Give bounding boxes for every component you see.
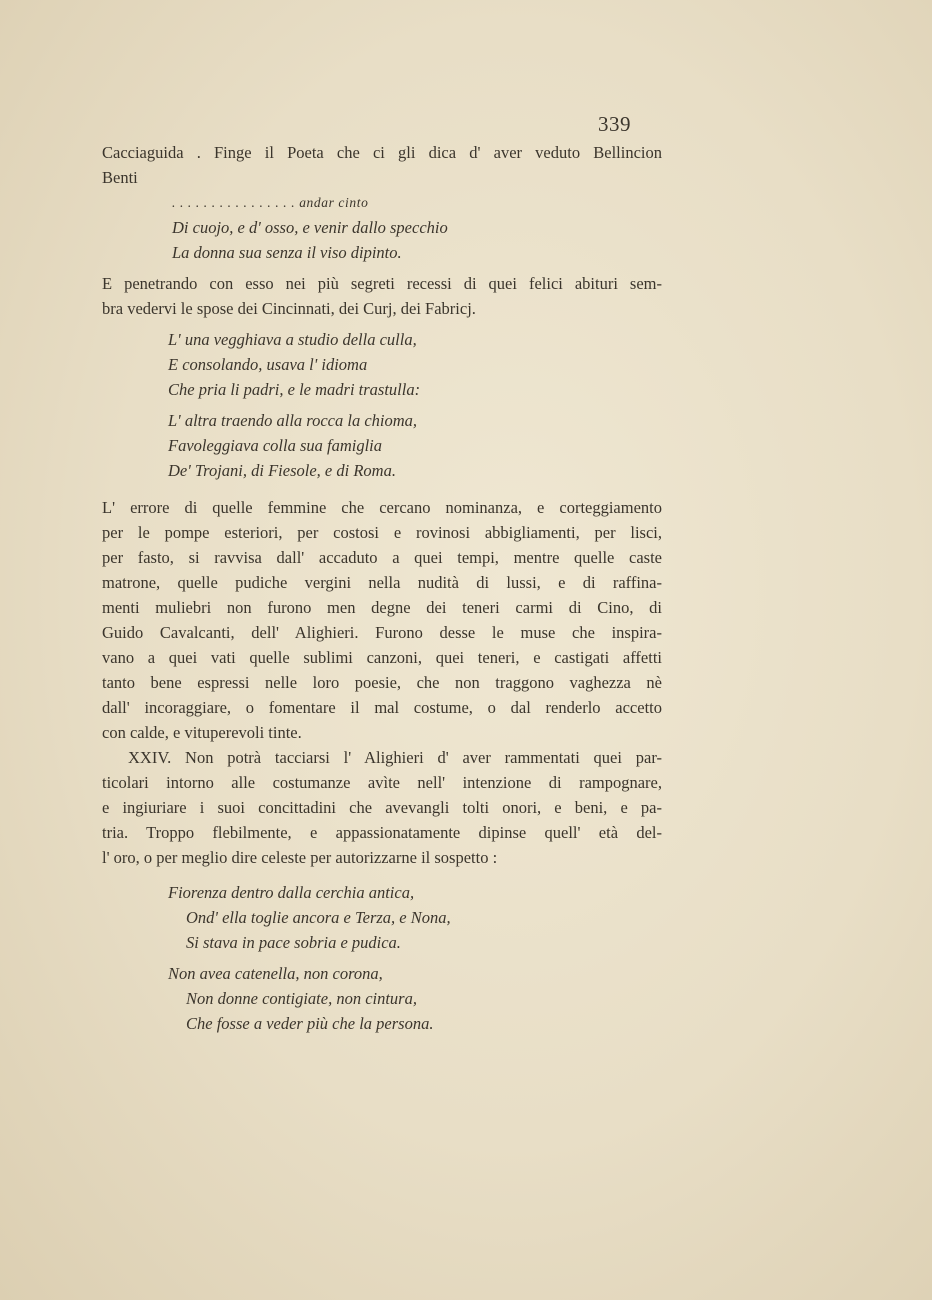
text-line: vano a quei vati quelle sublimi canzoni, quei teneri, e castigati affetti [102,648,662,667]
text-line: XXIV. Non potrà tacciarsi l' Alighieri d' aver rammentati quei par- [128,748,662,767]
text-line: Guido Cavalcanti, dell' Alighieri. Furono desse le muse che inspira- [102,623,662,642]
verse-line: Non avea catenella, non corona, [168,964,383,983]
verse-quote-2b [102,408,662,483]
text-line: menti muliebri non furono men degne dei teneri carmi di Cino, di [102,598,662,617]
page-text [102,140,662,1042]
verse-line: L' altra traendo alla rocca la chioma, [168,411,418,430]
page-number: 339 [598,112,631,136]
verse-line: La donna sua senza il viso dipinto. [172,243,402,262]
verse-quote-1 [102,190,662,265]
verse-line: L' una vegghiava a studio della culla, [168,330,417,349]
text-line: E penetrando con esso nei più segreti recessi di quei felici abituri sem- [102,274,662,293]
text-line: con calde, e vituperevoli tinte. [102,723,302,742]
text-line: Cacciaguida . Finge il Poeta che ci gli dica d' aver veduto Bellincion [102,143,662,162]
text-line: Benti [102,168,138,187]
verse-line: Che fosse a veder più che la persona. [186,1014,434,1033]
verse-line: E consolando, usava l' idioma [168,355,368,374]
text-line: per le pompe esteriori, per costosi e rovinosi abbigliamenti, per lisci, [102,523,662,542]
paragraph-4 [102,745,662,870]
verse-quote-3b [102,961,662,1036]
text-line: matrone, quelle pudiche vergini nella nudità di lussi, e di raffina- [102,573,662,592]
verse-line: Favoleggiava colla sua famiglia [168,436,383,455]
verse-line: Ond' ella toglie ancora e Terza, e Nona, [186,908,451,927]
verse-line: De' Trojani, di Fiesole, e di Roma. [168,461,396,480]
text-line: ticolari intorno alle costumanze avìte nell' intenzione di rampognare, [102,773,662,792]
verse-line: Di cuojo, e d' osso, e venir dallo specchio [172,218,448,237]
verse-line: Fiorenza dentro dalla cerchia antica, [168,883,415,902]
text-line: bra vedervi le spose dei Cincinnati, dei Curj, dei Fabricj. [102,299,476,318]
text-line: e ingiuriare i suoi concittadini che avevangli tolti onori, e beni, e pa- [102,798,662,817]
verse-line: . . . . . . . . . . . . . . . . andar cinto [172,195,369,210]
text-line: tria. Troppo flebilmente, e appassionatamente dipinse quell' età del- [102,823,662,842]
paragraph-2 [102,271,662,321]
text-line: L' errore di quelle femmine che cercano nominanza, e corteggiamento [102,498,662,517]
text-line: dall' incoraggiare, o fomentare il mal costume, o dal renderlo accetto [102,698,662,717]
verse-line: Non donne contigiate, non cintura, [186,989,417,1008]
verse-quote-2a [102,327,662,402]
paragraph-1 [102,140,662,190]
text-line: l' oro, o per meglio dire celeste per autorizzarne il sospetto : [102,848,498,867]
paragraph-3 [102,495,662,745]
verse-line: Che pria li padri, e le madri trastulla: [168,380,421,399]
verse-quote-3a [102,880,662,955]
verse-line: Si stava in pace sobria e pudica. [186,933,401,952]
text-line: tanto bene espressi nelle loro poesie, che non traggono vaghezza nè [102,673,662,692]
text-line: per fasto, si ravvisa dall' accaduto a quei tempi, mentre quelle caste [102,548,662,567]
